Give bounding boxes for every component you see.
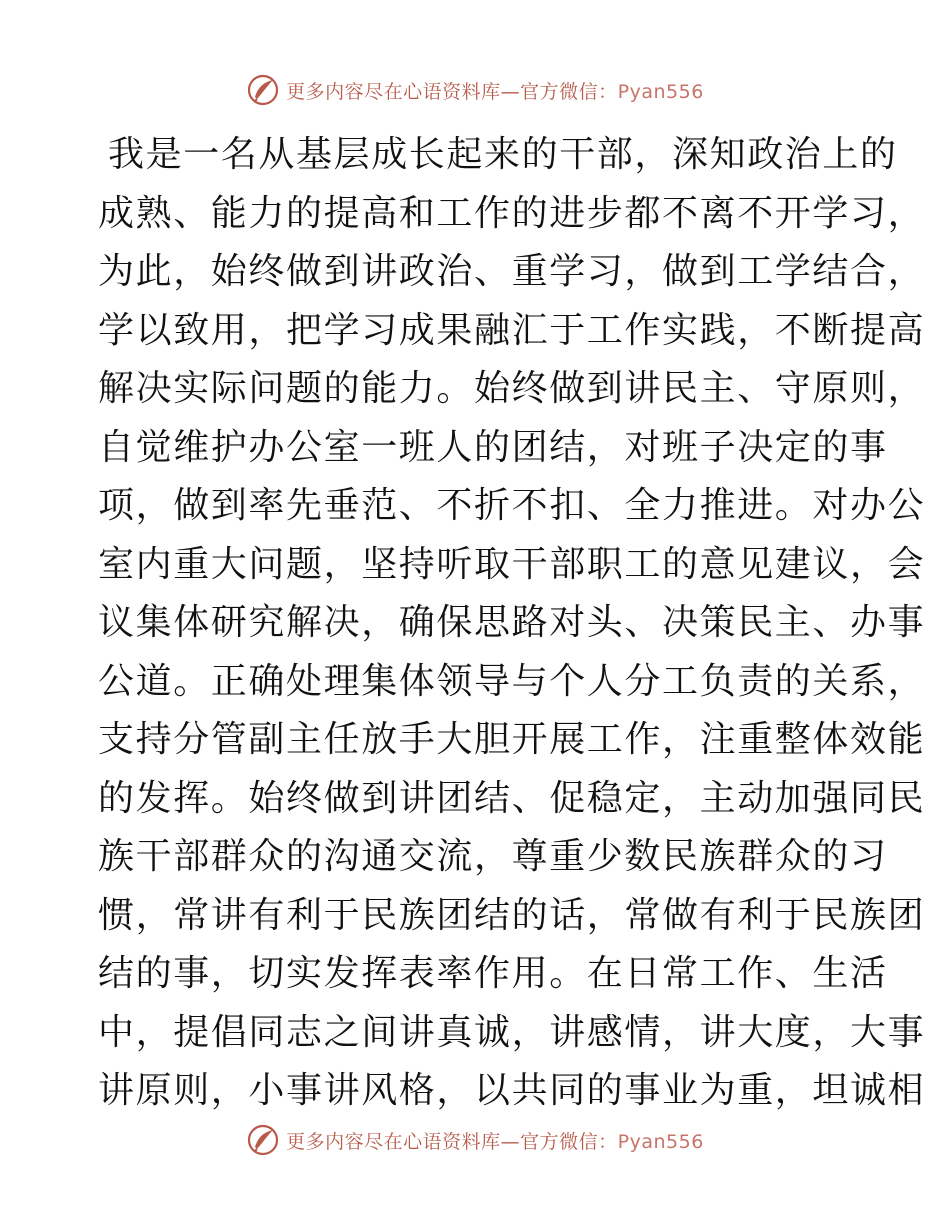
pen-logo-icon [246, 73, 280, 107]
text-line: 解决实际问题的能力。始终做到讲民主、守原则， [98, 368, 926, 409]
header-watermark [0, 70, 950, 110]
text-line: 我是一名从基层成长起来的干部，深知政治上的 [108, 134, 898, 175]
watermark-label: 更多内容尽在心语资料库—官方微信： [286, 80, 618, 103]
text-line: 成熟、能力的提高和工作的进步都不离不开学习， [98, 192, 926, 234]
pen-logo-icon [246, 1123, 280, 1157]
text-line: 为此，始终做到讲政治、重学习，做到工学结合， [98, 251, 926, 292]
text-line: 自觉维护办公室一班人的团结，对班子决定的事 [98, 426, 888, 468]
footer-watermark [0, 1120, 950, 1160]
text-line: 结的事，切实发挥表率作用。在日常工作、生活 [98, 953, 888, 994]
text-line: 族干部群众的沟通交流，尊重少数民族群众的习 [98, 836, 888, 877]
document-body [98, 126, 926, 1121]
text-line: 中，提倡同志之间讲真诚，讲感情，讲大度，大事 [98, 1011, 926, 1053]
text-line: 学以致用，把学习成果融汇于工作实践，不断提高 [98, 309, 926, 351]
text-line: 惯，常讲有利于民族团结的话，常做有利于民族团 [98, 894, 926, 936]
text-line: 室内重大问题，坚持听取干部职工的意见建议，会 [98, 543, 926, 585]
watermark-text [286, 1127, 704, 1154]
watermark-label: 更多内容尽在心语资料库—官方微信： [286, 1130, 618, 1153]
watermark-wechat-id: Pyan556 [617, 80, 704, 103]
watermark-wechat-id: Pyan556 [617, 1130, 704, 1153]
text-line: 讲原则，小事讲风格，以共同的事业为重，坦诚相 [98, 1070, 926, 1111]
text-line: 议集体研究解决，确保思路对头、决策民主、办事 [98, 602, 926, 643]
watermark-text [286, 77, 704, 104]
text-line: 公道。正确处理集体领导与个人分工负责的关系， [98, 660, 926, 702]
text-line: 项，做到率先垂范、不折不扣、全力推进。对办公 [98, 485, 926, 526]
text-line: 的发挥。始终做到讲团结、促稳定，主动加强同民 [98, 777, 926, 819]
text-line: 支持分管副主任放手大胆开展工作，注重整体效能 [98, 719, 926, 760]
